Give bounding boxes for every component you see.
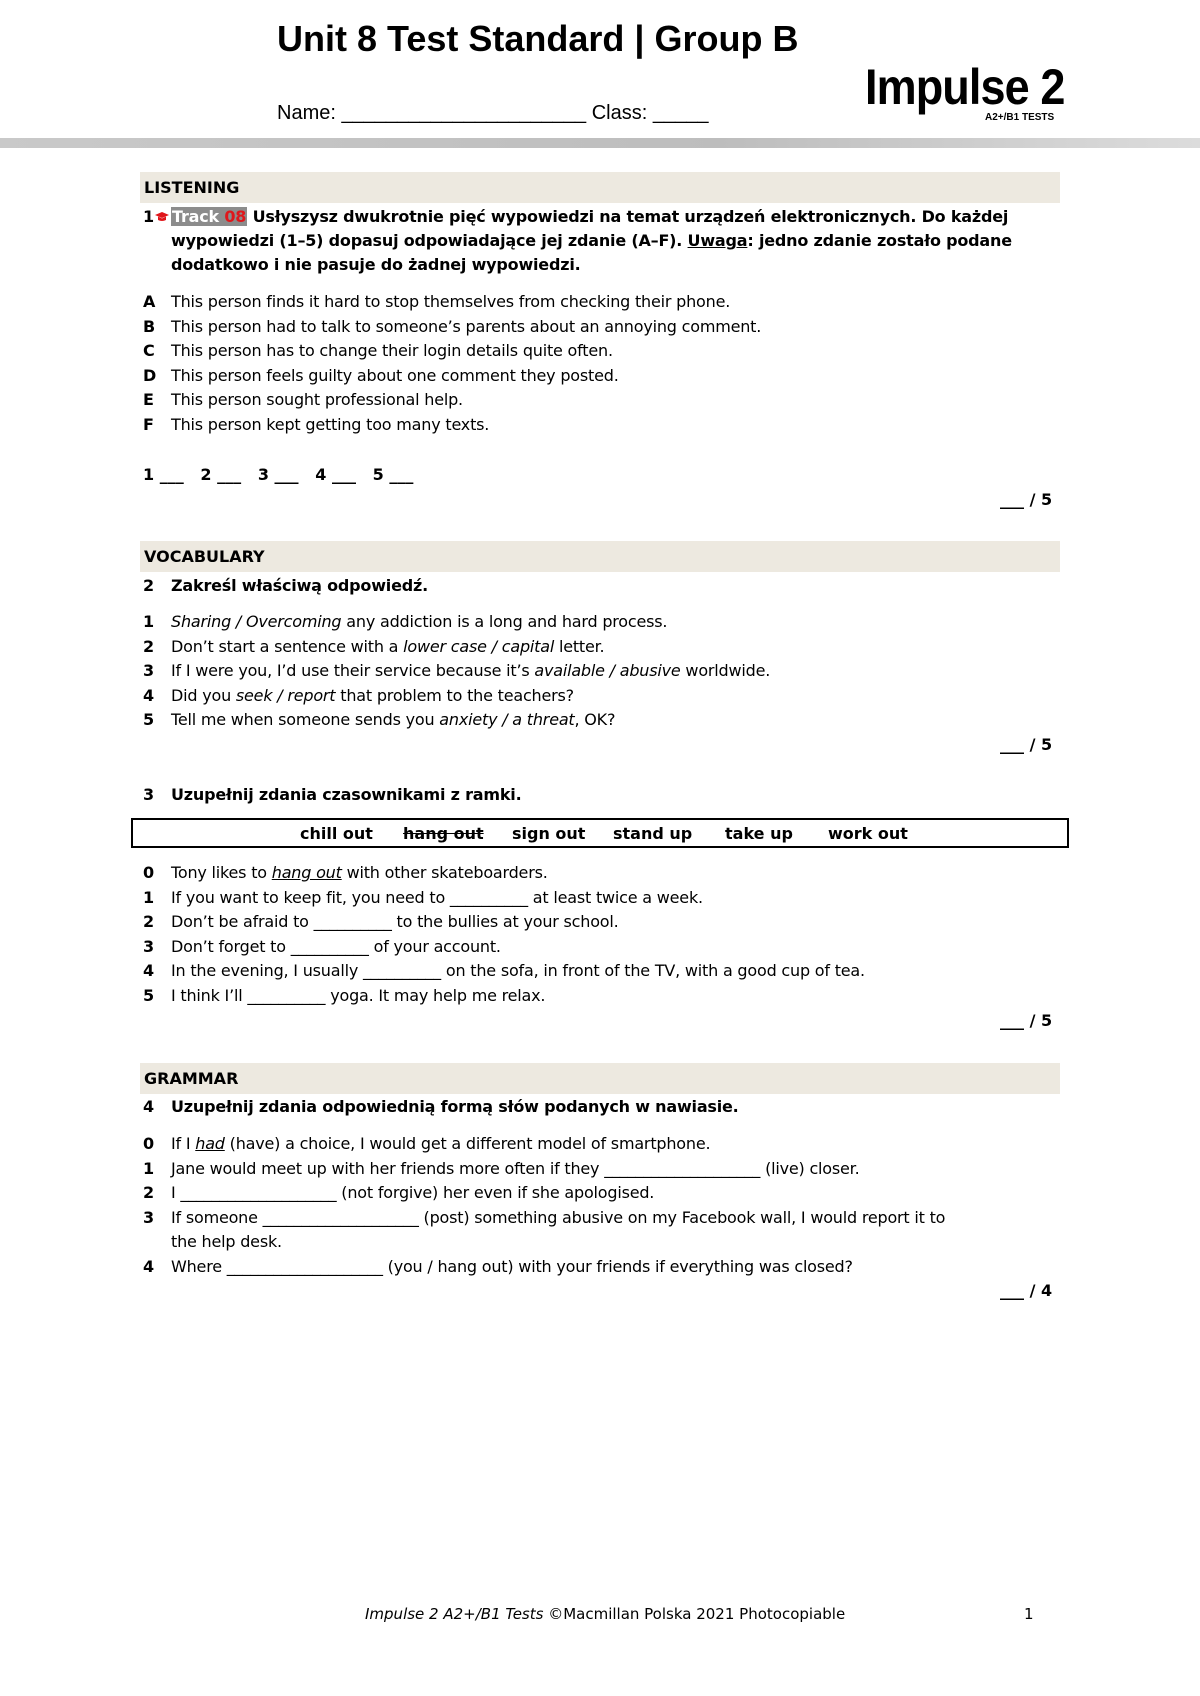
box-word-used: hang out <box>403 824 484 843</box>
list-item: 2 Don’t start a sentence with a lower case / capital letter. <box>143 636 605 656</box>
task4-score[interactable]: ___ / 4 <box>1000 1281 1053 1300</box>
task2-instruction: 2 Zakreśl właściwą odpowiedź. <box>143 576 428 595</box>
list-item[interactable]: 1 If you want to keep fit, you need to __________ at least twice a week. <box>143 887 703 907</box>
list-item[interactable]: 4 Where ____________________ (you / hang out) with your friends if everything was closed? <box>143 1256 853 1276</box>
task3-list <box>143 863 865 1006</box>
task1-options-list <box>143 292 761 435</box>
choice-options[interactable]: available / abusive <box>534 661 681 681</box>
box-word: work out <box>828 824 908 843</box>
choice-options[interactable]: lower case / capital <box>403 636 555 656</box>
list-item: C This person has to change their login details quite often. <box>143 341 613 361</box>
list-item[interactable]: 3 If someone ____________________ (post) something abusive on my Facebook wall, I would report it to <box>143 1207 946 1227</box>
track-label[interactable]: Track 08 <box>172 207 247 226</box>
box-word: stand up <box>613 824 693 843</box>
list-item-example: 0 If I had (have) a choice, I would get a different model of smartphone. <box>143 1134 711 1153</box>
task1-score[interactable]: ___ / 5 <box>1000 490 1053 509</box>
task1-answer-blanks[interactable]: 1 ___ 2 ___ 3 ___ 4 ___ 5 ___ <box>143 465 414 484</box>
list-item: 3 If I were you, I’d use their service because it’s available / abusive worldwide. <box>143 661 771 681</box>
choice-options[interactable]: Sharing / Overcoming <box>171 612 342 631</box>
box-word: chill out <box>300 824 373 843</box>
list-item: 4 Did you seek / report that problem to the teachers? <box>143 685 574 705</box>
class-field[interactable]: Class: _____ <box>591 102 709 124</box>
impulse-logo: Impulse 2 <box>865 59 1065 115</box>
task1-instruction-2: wypowiedzi (1–5) dopasuj odpowiadające jej zdanie (A–F). Uwaga: jedno zdanie zostało podane <box>171 231 1012 250</box>
footer-copyright: Impulse 2 A2+/B1 Tests ©Macmillan Polska 2021 Photocopiable <box>365 1605 846 1623</box>
task4-list <box>143 1134 945 1277</box>
list-item: A This person finds it hard to stop themselves from checking their phone. <box>143 292 731 311</box>
task3-score[interactable]: ___ / 5 <box>1000 1011 1053 1030</box>
list-item: B This person had to talk to someone’s parents about an annoying comment. <box>143 316 762 336</box>
choice-options[interactable]: anxiety / a threat <box>439 710 575 730</box>
task4-instruction: 4 Uzupełnij zdania odpowiednią formą słów podanych w nawiasie. <box>143 1097 739 1116</box>
list-item: E This person sought professional help. <box>143 390 463 410</box>
list-item: D This person feels guilty about one comment they posted. <box>143 365 619 385</box>
section-heading-vocabulary: VOCABULARY <box>140 541 1060 572</box>
task2-score[interactable]: ___ / 5 <box>1000 735 1053 754</box>
task1-instruction: 1 Track 08 Usłyszysz dwukrotnie pięć wypowiedzi na temat urządzeń elektronicznych. Do każdej <box>143 207 1009 226</box>
logo-subtitle: A2+/B1 TESTS <box>985 112 1055 123</box>
name-class-line <box>277 102 708 125</box>
box-word: sign out <box>512 824 586 843</box>
header-divider-bar <box>0 138 1200 148</box>
list-item[interactable]: 2 Don’t be afraid to __________ to the bullies at your school. <box>143 912 619 932</box>
name-field[interactable]: Name: ______________________ <box>277 102 587 124</box>
box-word: take up <box>725 824 793 843</box>
page-title: Unit 8 Test Standard | Group B <box>277 18 799 59</box>
section-heading-grammar: GRAMMAR <box>140 1063 1060 1094</box>
task-number: 1 <box>143 207 154 226</box>
list-item-example: 0 Tony likes to hang out with other skateboarders. <box>143 863 548 882</box>
list-item: 1 Sharing / Overcoming any addiction is a long and hard process. <box>143 612 668 631</box>
choice-options[interactable]: seek / report <box>235 685 336 705</box>
task1-instruction-3: dodatkowo i nie pasuje do żadnej wypowiedzi. <box>171 255 581 274</box>
list-item[interactable]: 2 I ____________________ (not forgive) her even if she apologised. <box>143 1183 655 1203</box>
task2-list <box>143 612 770 730</box>
word-box <box>131 818 1069 848</box>
page-number: 1 <box>1024 1605 1034 1623</box>
list-item: 5 Tell me when someone sends you anxiety / a threat, OK? <box>143 710 616 730</box>
list-item[interactable]: 5 I think I’ll __________ yoga. It may help me relax. <box>143 985 546 1005</box>
list-item[interactable]: 3 Don’t forget to __________ of your account. <box>143 936 501 956</box>
list-item[interactable]: 1 Jane would meet up with her friends more often if they ____________________ (live) closer. <box>143 1158 860 1178</box>
task3-instruction: 3 Uzupełnij zdania czasownikami z ramki. <box>143 785 522 804</box>
list-item: F This person kept getting too many texts. <box>143 414 490 434</box>
section-heading-listening: LISTENING <box>140 172 1060 203</box>
list-item-continuation: the help desk. <box>171 1232 282 1252</box>
graduation-cap-icon <box>155 208 169 228</box>
list-item[interactable]: 4 In the evening, I usually __________ on the sofa, in front of the TV, with a good cup of tea. <box>143 961 865 981</box>
